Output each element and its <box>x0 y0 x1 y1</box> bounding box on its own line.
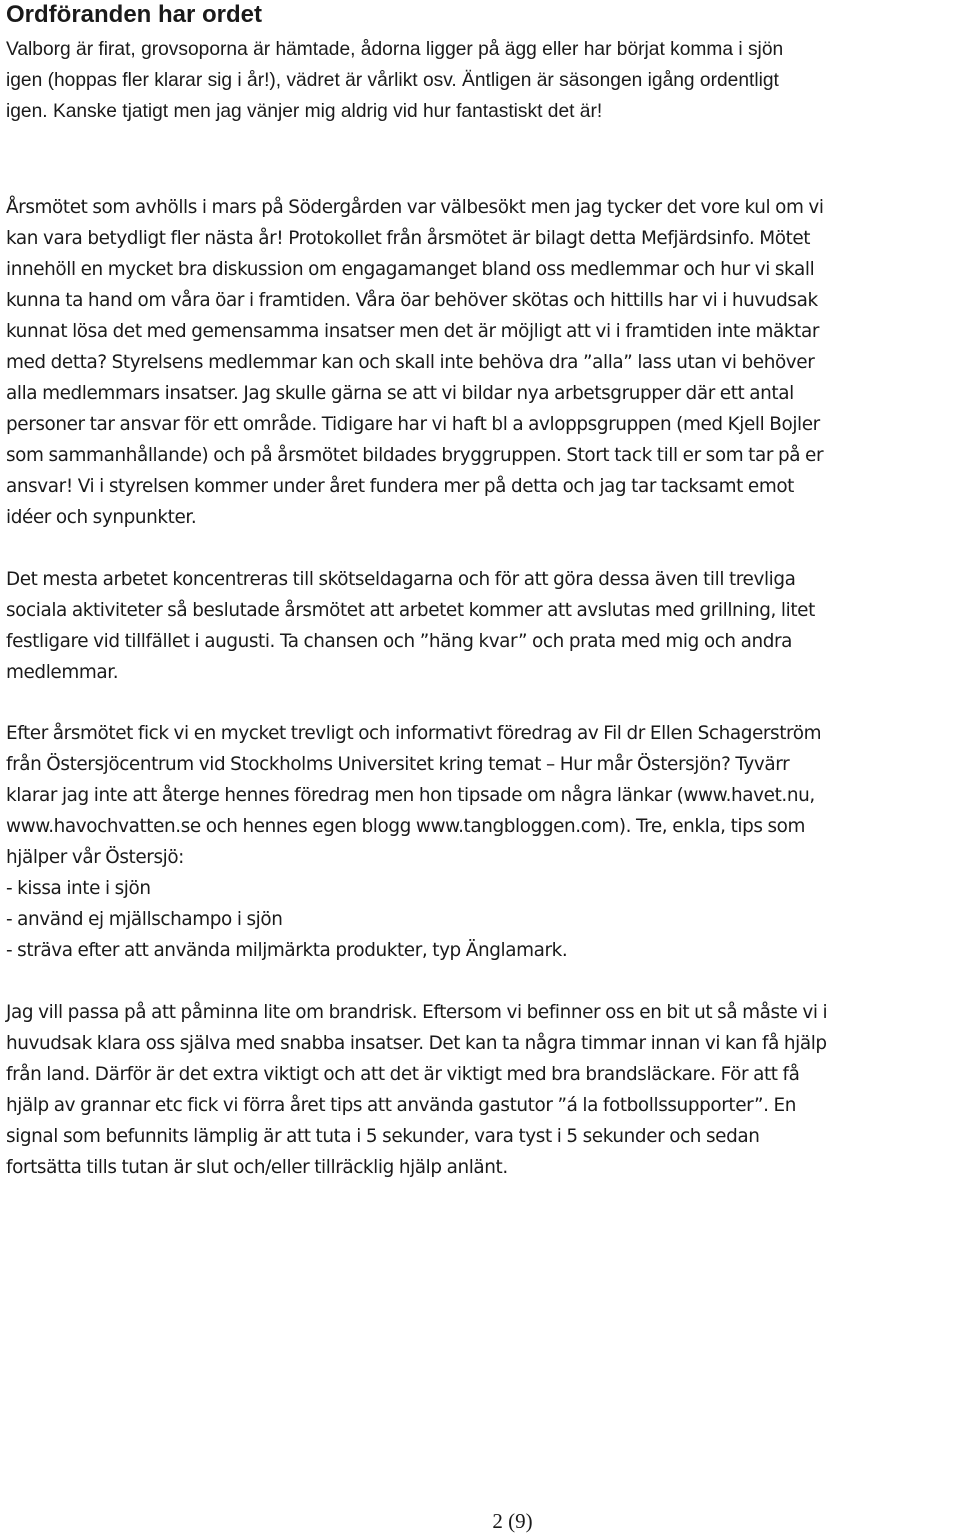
text-line: med detta? Styrelsens medlemmar kan och skall inte behöva dra ”alla” lass utan vi behöver <box>6 352 815 373</box>
text-line: igen (hoppas fler klarar sig i år!), vädret är vårlikt osv. Äntligen är säsongen igång ordentligt <box>6 70 779 91</box>
text-line: huvudsak klara oss själva med snabba insatser. Det kan ta några timmar innan vi kan få hjälp <box>6 1033 827 1054</box>
text-line: som sammanhållande) och på årsmötet bildades bryggruppen. Stort tack till er som tar på er <box>6 445 824 466</box>
text-line: hjälp av grannar etc fick vi förra året tips att använda gastutor ”á la fotbollssupporter”. En <box>6 1095 797 1116</box>
text-line: Det mesta arbetet koncentreras till skötseldagarna och för att göra dessa även till trevliga <box>6 569 796 590</box>
text-line: klarar jag inte att återge hennes föredrag men hon tipsade om några länkar (www.havet.nu, <box>6 785 815 806</box>
text-line: ansvar! Vi i styrelsen kommer under året fundera mer på detta och jag tar tacksamt emot <box>6 476 794 497</box>
list-item: - kissa inte i sjön <box>6 878 151 899</box>
text-line: hjälper vår Östersjö: <box>6 847 184 868</box>
text-line: igen. Kanske tjatigt men jag vänjer mig aldrig vid hur fantastiskt det är! <box>6 101 603 122</box>
text-line: fortsätta tills tutan är slut och/eller tillräcklig hjälp anlänt. <box>6 1157 508 1178</box>
text-line: kunnat lösa det med gemensamma insatser men det är möjligt att vi i framtiden inte mäktar <box>6 321 819 342</box>
page-number: 2 (9) <box>492 1509 533 1533</box>
text-line: kan vara betydligt fler nästa år! Protokollet från årsmötet är bilagt detta Mefjärdsinfo. Mötet <box>6 228 811 249</box>
text-line: sociala aktiviteter så beslutade årsmötet att arbetet kommer att avslutas med grillning, litet <box>6 600 815 621</box>
paragraph-intro <box>6 34 960 127</box>
text-line: från Östersjöcentrum vid Stockholms Universitet kring temat – Hur mår Östersjön? Tyvärr <box>6 754 790 775</box>
paragraph-work-days <box>6 564 960 688</box>
paragraph-baltic-lecture <box>6 718 960 966</box>
paragraph-fire-risk <box>6 997 960 1183</box>
text-line: signal som befunnits lämplig är att tuta i 5 sekunder, vara tyst i 5 sekunder och sedan <box>6 1126 760 1147</box>
text-line: kunna ta hand om våra öar i framtiden. Våra öar behöver skötas och hittills har vi i huvudsak <box>6 290 818 311</box>
text-line: innehöll en mycket bra diskussion om engagamanget bland oss medlemmar och hur vi skall <box>6 259 815 280</box>
paragraph-annual-meeting <box>6 192 960 533</box>
text-line: Jag vill passa på att påminna lite om brandrisk. Eftersom vi befinner oss en bit ut så måste vi i <box>6 1002 828 1023</box>
text-line: Valborg är firat, grovsoporna är hämtade, ådorna ligger på ägg eller har börjat komma i sjön <box>6 39 784 60</box>
text-line: från land. Därför är det extra viktigt och att det är viktigt med bra brandsläckare. För att få <box>6 1064 800 1085</box>
list-item: - använd ej mjällschampo i sjön <box>6 909 283 930</box>
text-line: Årsmötet som avhölls i mars på Södergården var välbesökt men jag tycker det vore kul om vi <box>6 197 824 218</box>
text-line: alla medlemmars insatser. Jag skulle gärna se att vi bildar nya arbetsgrupper där ett antal <box>6 383 794 404</box>
text-line: personer tar ansvar för ett område. Tidigare har vi haft bl a avloppsgruppen (med Kjell Bojler <box>6 414 820 435</box>
text-line: www.havochvatten.se och hennes egen blogg www.tangbloggen.com). Tre, enkla, tips som <box>6 816 806 837</box>
text-line: idéer och synpunkter. <box>6 507 197 528</box>
text-line: medlemmar. <box>6 662 119 683</box>
text-line: festligare vid tillfället i augusti. Ta chansen och ”häng kvar” och prata med mig och andra <box>6 631 793 652</box>
text-line: Efter årsmötet fick vi en mycket trevligt och informativt föredrag av Fil dr Ellen Schagerström <box>6 723 822 744</box>
page-title: Ordföranden har ordet <box>6 1 263 28</box>
list-item: - sträva efter att använda miljmärkta produkter, typ Änglamark. <box>6 940 568 961</box>
